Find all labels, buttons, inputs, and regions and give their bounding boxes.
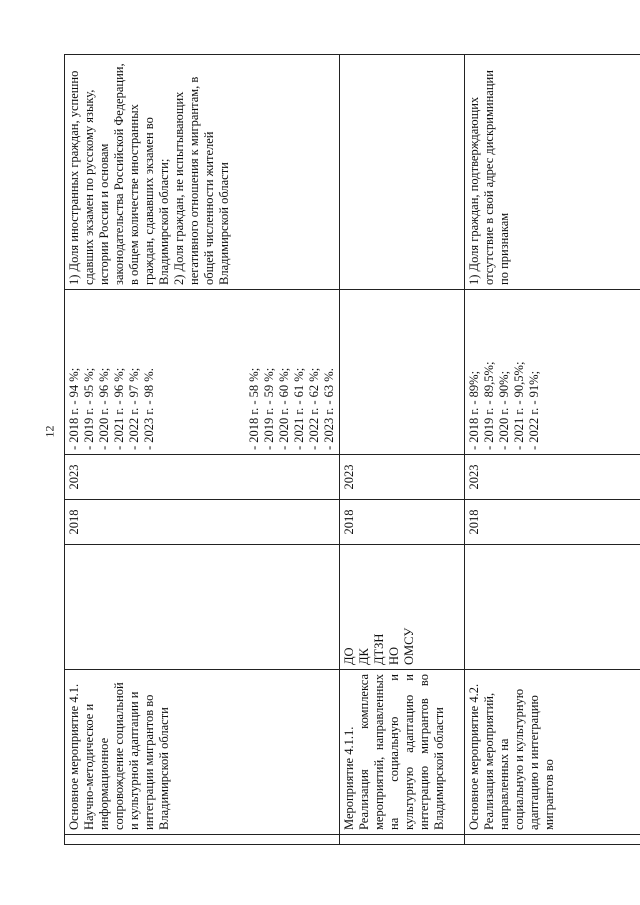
start-year-cell: 2018 (465, 500, 640, 545)
executor-cell: ДО ДК ДТЗН НО ОМСУ (340, 545, 465, 670)
program-table (64, 54, 640, 845)
end-year-cell: 2023 (65, 455, 340, 500)
event-name-cell: Мероприятие 4.1.1. Реализация комплекса мероприятий, направленных на социальную и культурную адаптацию и интеграцию мигрантов во Владимирской области (340, 670, 465, 835)
end-year-cell: 2023 (340, 455, 465, 500)
values-cell: - 2018 г. - 89%; - 2019 г. - 89,5%; - 2020 г. - 90%; - 2021 г. - 90,5%; - 2022 г. - 91%; (465, 290, 640, 455)
start-year-cell: 2018 (340, 500, 465, 545)
indicators-cell (340, 55, 465, 290)
page-number: 12 (42, 425, 57, 438)
values-cell (340, 290, 465, 455)
indicators-cell: 1) Доля иностранных граждан, успешно сдавших экзамен по русскому языку, истории России и основам законодательства Российской Федерации, в общем количестве иностранных граждан, сдававших экзамен во Владимирской области; 2) Доля граждан, не испытывающих негативного отношения к мигрантам, в общей численности жителей Владимирской области (65, 55, 340, 290)
values-cell: - 2018 г. - 94 %; - 2019 г. - 95 %; - 2020 г. - 96 %; - 2021 г. - 96 %; - 2022 г. - 97 %; - 2023 г. - 98 %. - 2018 г. - 58 %; - 2019 г. - 59 %; - 2020 г. - 60 %; - 2021 г. - 61 %; - 2022 г. - 62 %; - 2023 г. - 63 %. (65, 290, 340, 455)
stripe-cell (65, 835, 340, 845)
table-row (465, 55, 640, 845)
indicators-cell: 1) Доля граждан, подтверждающих отсутствие в свой адрес дискриминации по признакам (465, 55, 640, 290)
executor-cell (465, 545, 640, 670)
end-year-cell: 2023 (465, 455, 640, 500)
rotated-table-sheet (64, 55, 634, 845)
stripe-cell (340, 835, 465, 845)
event-name-cell: Основное мероприятие 4.2. Реализация мероприятий, направленных на социальную и культурную адаптацию и интеграцию мигрантов во (465, 670, 640, 835)
start-year-cell: 2018 (65, 500, 340, 545)
event-name-cell: Основное мероприятие 4.1. Научно-методическое и информационное сопровождение социальной и культурной адаптации и интеграции мигрантов во Владимирской области (65, 670, 340, 835)
stripe-cell (465, 835, 640, 845)
table-row (65, 55, 340, 845)
executor-cell (65, 545, 340, 670)
table-row (340, 55, 465, 845)
